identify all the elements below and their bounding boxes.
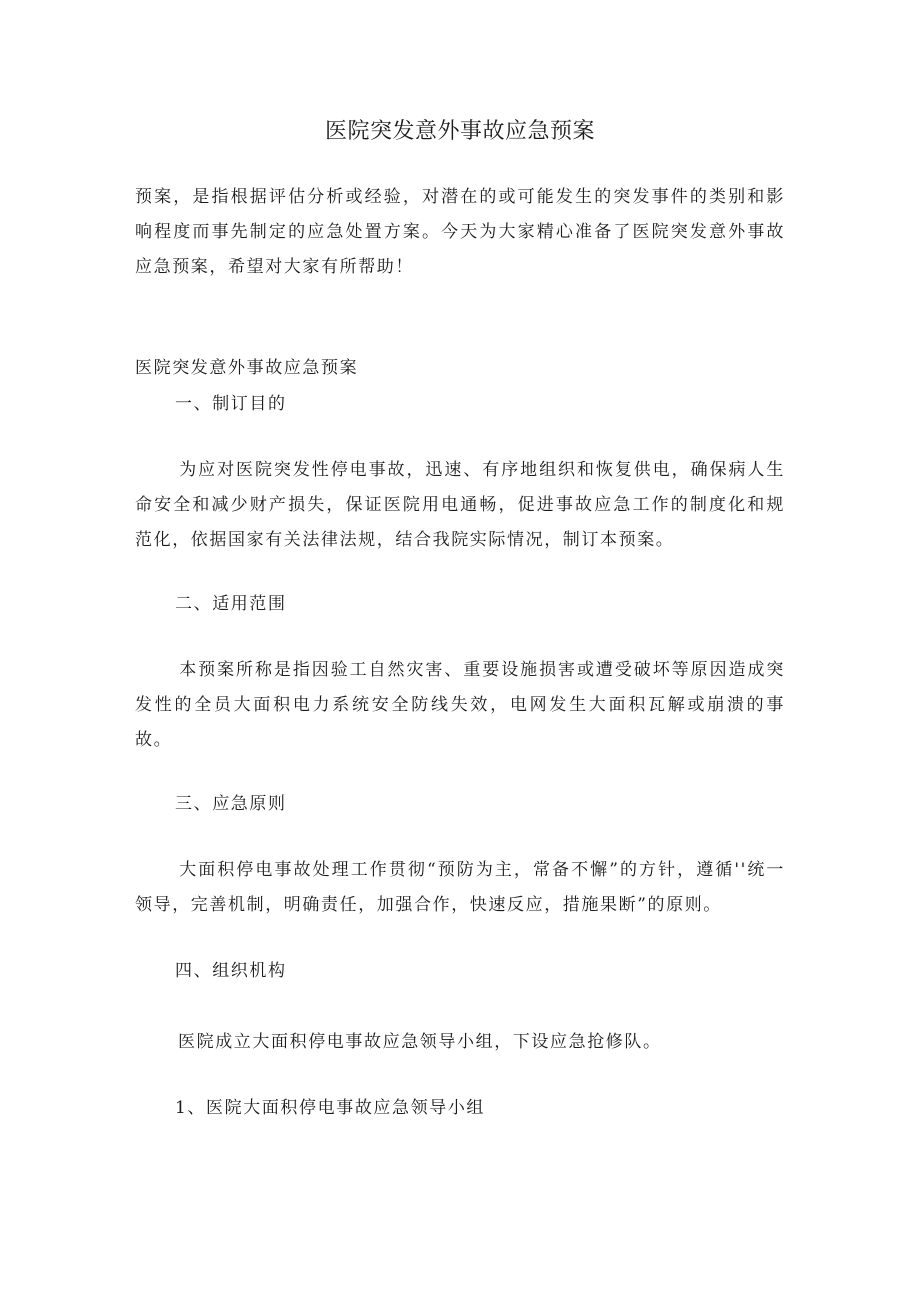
section-text-organization: 医院成立大面积停电事故应急领导小组，下设应急抢修队。 bbox=[178, 1032, 662, 1052]
intro-paragraph: 预案，是指根据评估分析或经验，对潜在的或可能发生的突发事件的类别和影响程度而事先制定的应急处置方案。今天为大家精心准备了医院突发意外事故应急预案，希望对大家有所帮助！ bbox=[135, 187, 785, 277]
section-heading-principles: 三、应急原则 bbox=[175, 794, 287, 814]
list-item-leadership-group: 1、医院大面积停电事故应急领导小组 bbox=[175, 1098, 486, 1118]
section-text-purpose: 为应对医院突发性停电事故，迅速、有序地组织和恢复供电，确保病人生命安全和减少财产损失，保证医院用电通畅，促进事故应急工作的制度化和规范化，依据国家有关法律法规，结合我院实际情况，制订本预案。 bbox=[135, 460, 785, 550]
document-subtitle: 医院突发意外事故应急预案 bbox=[135, 358, 359, 378]
section-heading-organization: 四、组织机构 bbox=[175, 961, 287, 981]
section-text-scope: 本预案所称是指因验工自然灾害、重要设施损害或遭受破坏等原因造成突发性的全员大面积电力系统安全防线失效，电网发生大面积瓦解或崩溃的事故。 bbox=[135, 660, 785, 750]
section-text-principles: 大面积停电事故处理工作贯彻“预防为主，常备不懈”的方针，遵循''统一领导，完善机制，明确责任，加强合作，快速反应，措施果断”的原则。 bbox=[135, 860, 785, 915]
document-title: 医院突发意外事故应急预案 bbox=[324, 119, 595, 144]
section-heading-purpose: 一、制订目的 bbox=[175, 394, 287, 414]
section-heading-scope: 二、适用范围 bbox=[175, 594, 287, 614]
